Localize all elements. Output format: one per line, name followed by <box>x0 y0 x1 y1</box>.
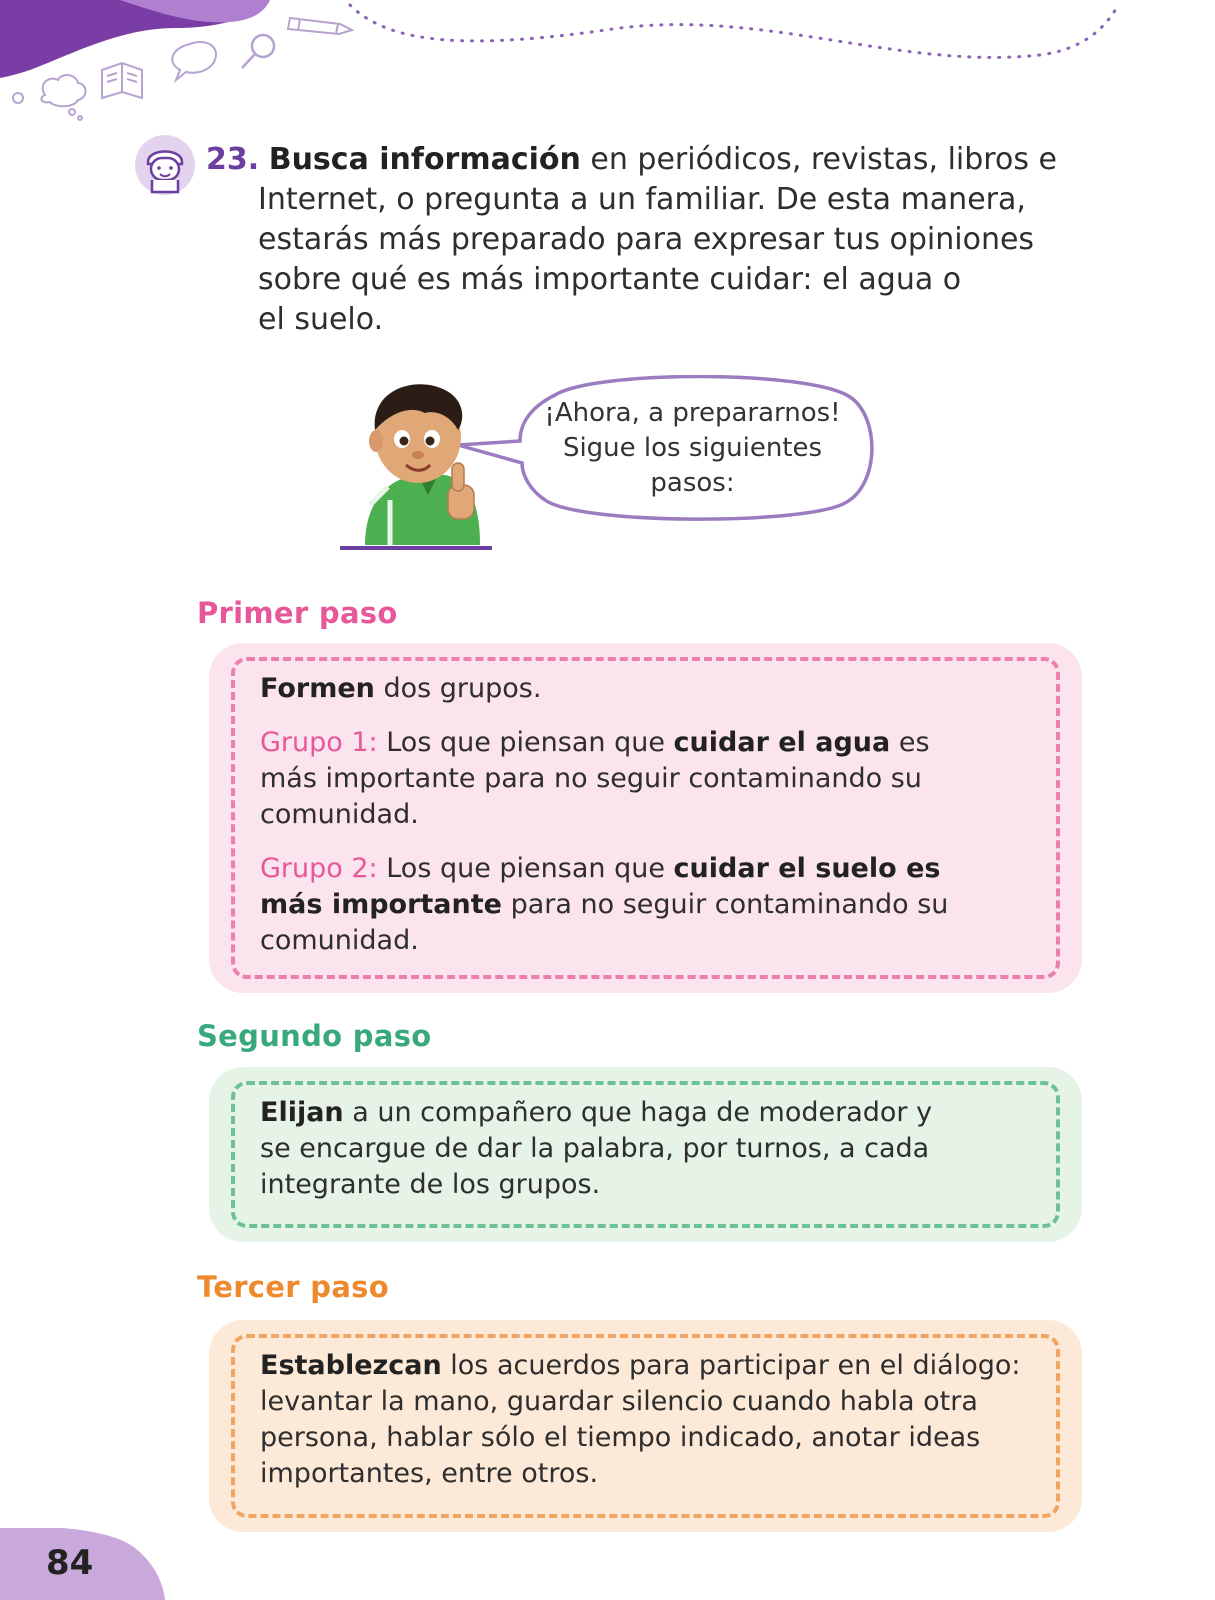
step-2-line-2: se encargue de dar la palabra, por turnos, a cada <box>260 1133 930 1164</box>
step-1-card <box>209 643 1082 993</box>
step-2-line-3: integrante de los grupos. <box>260 1169 601 1200</box>
group-2-text-a: Los que piensan que <box>377 853 674 884</box>
step-3-bold: Establezcan <box>260 1350 442 1381</box>
small-circle-deco <box>13 93 23 103</box>
speech-line-3: pasos: <box>650 468 735 498</box>
group-1-label: Grupo 1: <box>260 727 378 758</box>
header-decoration <box>0 0 1215 130</box>
step-3-line-1: los acuerdos para participar en el diálogo: <box>441 1350 1021 1381</box>
question-number: 23. <box>206 142 260 177</box>
step-2-text <box>260 1095 1060 1203</box>
step-1-intro: dos grupos. <box>374 673 542 704</box>
step-1-text <box>260 671 1060 959</box>
question-lead-bold: Busca información <box>268 142 581 177</box>
step-3-line-3: persona, hablar sólo el tiempo indicado, anotar ideas <box>260 1422 981 1453</box>
question-line-5: el suelo. <box>258 302 384 337</box>
speech-bubble-icon <box>172 42 216 80</box>
group-1-text-b: es <box>890 727 930 758</box>
question-line-3: estarás más preparado para expresar tus opiniones <box>258 222 1035 257</box>
speech-bubble-text <box>505 396 880 501</box>
step-3-line-4: importantes, entre otros. <box>260 1458 599 1489</box>
step-1-intro-bold: Formen <box>260 673 375 704</box>
step-3-card <box>209 1320 1082 1532</box>
magnifier-icon <box>242 35 274 68</box>
step-3-text <box>260 1348 1060 1492</box>
group-2-line-3: comunidad. <box>260 925 419 956</box>
speech-line-1: ¡Ahora, a prepararnos! <box>544 398 841 428</box>
group-2-bold-b: más importante <box>260 889 502 920</box>
step-2-card <box>209 1067 1082 1242</box>
group-1-text-a: Los que piensan que <box>377 727 674 758</box>
question-line-2: Internet, o pregunta a un familiar. De esta manera, <box>258 182 1026 217</box>
step-2-line-1: a un compañero que haga de moderador y <box>343 1097 933 1128</box>
question-text <box>206 140 1106 340</box>
pencil-icon <box>288 18 352 34</box>
group-2-bold-a: cuidar el suelo es <box>673 853 941 884</box>
page-number: 84 <box>46 1543 94 1583</box>
group-1-line-3: comunidad. <box>260 799 419 830</box>
book-icon <box>102 63 142 98</box>
step-2-title: Segundo paso <box>197 1019 432 1053</box>
dotted-curve <box>350 5 1118 57</box>
student-icon <box>134 134 196 196</box>
step-3-title: Tercer paso <box>197 1270 389 1304</box>
thought-cloud-icon <box>41 75 85 120</box>
speech-line-2: Sigue los siguientes <box>562 433 823 463</box>
group-2-text-b: para no seguir contaminando su <box>501 889 949 920</box>
group-2-label: Grupo 2: <box>260 853 378 884</box>
question-line-4: sobre qué es más importante cuidar: el agua o <box>258 262 962 297</box>
step-1-title: Primer paso <box>197 596 398 630</box>
group-1-bold: cuidar el agua <box>673 727 891 758</box>
step-2-bold: Elijan <box>260 1097 344 1128</box>
group-1-line-2: más importante para no seguir contaminando su <box>260 763 922 794</box>
step-3-line-2: levantar la mano, guardar silencio cuando habla otra <box>260 1386 978 1417</box>
question-line-1: en periódicos, revistas, libros e <box>580 142 1057 177</box>
